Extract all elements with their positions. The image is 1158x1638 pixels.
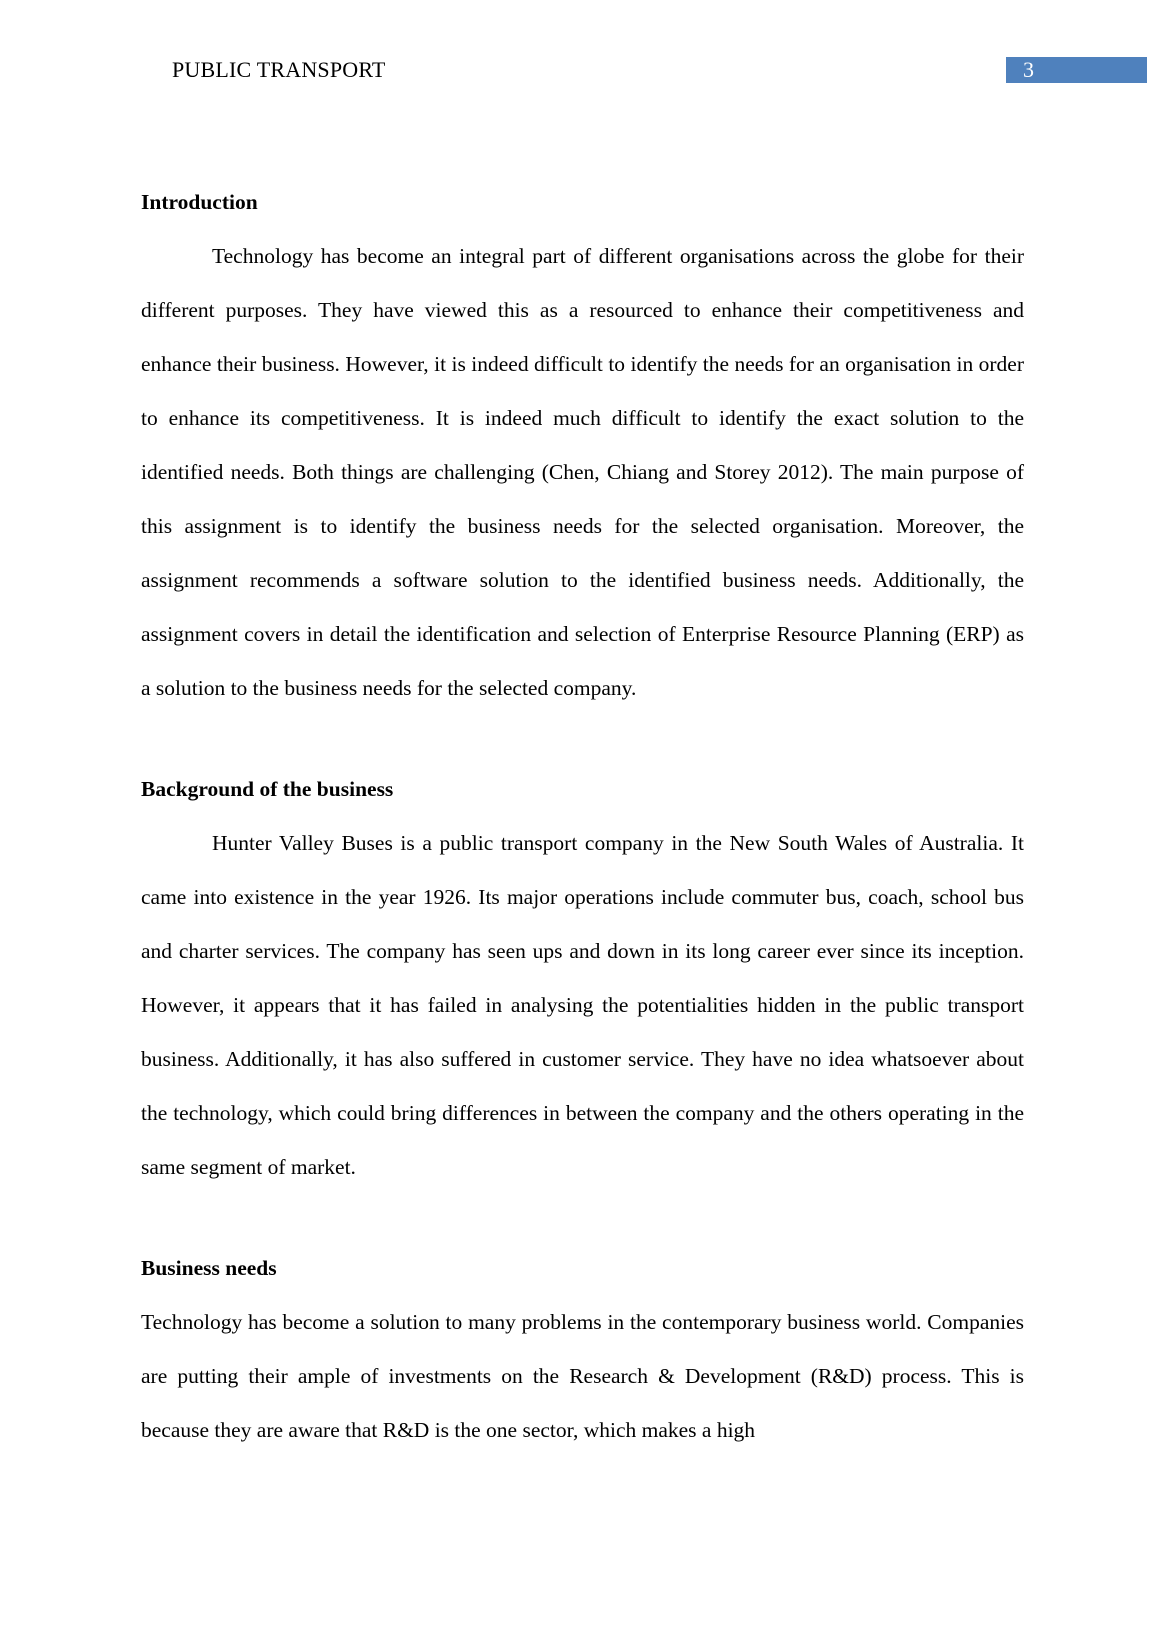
section-spacer	[141, 1194, 1024, 1241]
document-body	[141, 175, 1024, 1457]
business-needs-heading: Business needs	[141, 1256, 277, 1280]
page-number-box	[1006, 57, 1147, 83]
introduction-heading: Introduction	[141, 190, 258, 214]
running-head: PUBLIC TRANSPORT	[172, 57, 386, 82]
background-heading: Background of the business	[141, 777, 394, 801]
background-paragraph: Hunter Valley Buses is a public transport company in the New South Wales of Australia. It came into existence in the year 1926. Its major operations include commuter bus, coach, school bus and charter services. The company has seen ups and down in its long career ever since its inception. However, it appears that it has failed in analysing the potentialities hidden in the public transport business. Additionally, it has also suffered in customer service. They have no idea whatsoever about the technology, which could bring differences in between the company and the others operating in the same segment of market.	[141, 831, 1024, 1179]
introduction-paragraph: Technology has become an integral part of different organisations across the globe for their different purposes. They have viewed this as a resourced to enhance their competitiveness and enhance their business. However, it is indeed difficult to identify the needs for an organisation in order to enhance its competitiveness. It is indeed much difficult to identify the exact solution to the identified needs. Both things are challenging (Chen, Chiang and Storey 2012). The main purpose of this assignment is to identify the business needs for the selected organisation. Moreover, the assignment recommends a software solution to the identified business needs. Additionally, the assignment covers in detail the identification and selection of Enterprise Resource Planning (ERP) as a solution to the business needs for the selected company.	[141, 244, 1024, 700]
section-spacer	[141, 715, 1024, 762]
page-number: 3	[1023, 57, 1034, 82]
business-needs-paragraph: Technology has become a solution to many problems in the contemporary business world. Companies are putting their ample of investments on the Research & Development (R&D) process. This is because they are aware that R&D is the one sector, which makes a high	[141, 1310, 1024, 1442]
